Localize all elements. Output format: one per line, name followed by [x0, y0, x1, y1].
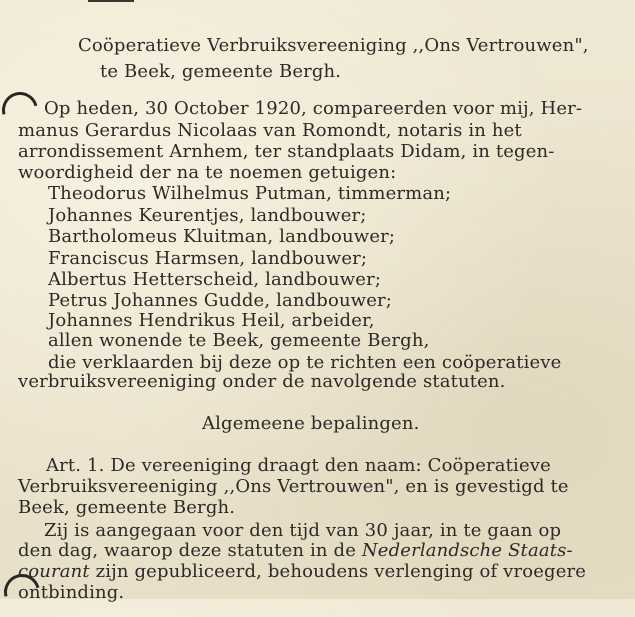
witness-entry: Theodorus Wilhelmus Putman, timmerman; [48, 183, 452, 204]
document-title-line-2: te Beek, gemeente Bergh. [100, 61, 342, 82]
witness-entry: Johannes Hendrikus Heil, arbeider, [48, 310, 375, 331]
article-1-continuation-line [18, 562, 586, 582]
publication-name: Nederlandsche Staats- [361, 540, 573, 561]
witness-entry: Johannes Keurentjes, landbouwer; [48, 205, 367, 226]
closing-line: die verklaarden bij deze op te richten een coöperatieve [48, 352, 562, 373]
article-1-continuation-line: Zij is aangegaan voor den tijd van 30 jaar, in te gaan op [44, 520, 562, 541]
intro-line: woordigheid der na te noemen getuigen: [18, 162, 397, 183]
article-1-continuation-line [18, 541, 573, 561]
top-rule-divider [88, 0, 134, 2]
intro-line: Op heden, 30 October 1920, compareerden voor mij, Her- [44, 98, 583, 119]
intro-line: manus Gerardus Nicolaas van Romondt, notaris in het [18, 120, 522, 141]
section-heading: Algemeene bepalingen. [202, 413, 420, 434]
witness-entry: Bartholomeus Kluitman, landbouwer; [48, 226, 396, 247]
document-title-line-1: Coöperatieve Verbruiksvereeniging ,,Ons Vertrouwen", [78, 35, 589, 56]
closing-line: verbruiksvereeniging onder de navolgende statuten. [18, 371, 506, 392]
article-1-line: Beek, gemeente Bergh. [18, 497, 236, 518]
intro-line: arrondissement Arnhem, ter standplaats Didam, in tegen- [18, 141, 555, 162]
witness-entry: Franciscus Harmsen, landbouwer; [48, 248, 368, 269]
closing-line: allen wonende te Beek, gemeente Bergh, [48, 330, 430, 351]
witness-entry: Albertus Hetterscheid, landbouwer; [48, 269, 382, 290]
plain-text: den dag, waarop deze statuten in de [18, 540, 362, 561]
witness-entry: Petrus Johannes Gudde, landbouwer; [48, 290, 393, 311]
article-1-line: Verbruiksvereeniging ,,Ons Vertrouwen", en is gevestigd te [18, 476, 569, 497]
article-1-line: Art. 1. De vereeniging draagt den naam: Coöperatieve [46, 455, 551, 476]
article-1-continuation-line: ontbinding. [18, 582, 125, 603]
publication-name: courant [18, 561, 90, 582]
plain-text: zijn gepubliceerd, behoudens verlenging of vroegere [89, 561, 587, 582]
